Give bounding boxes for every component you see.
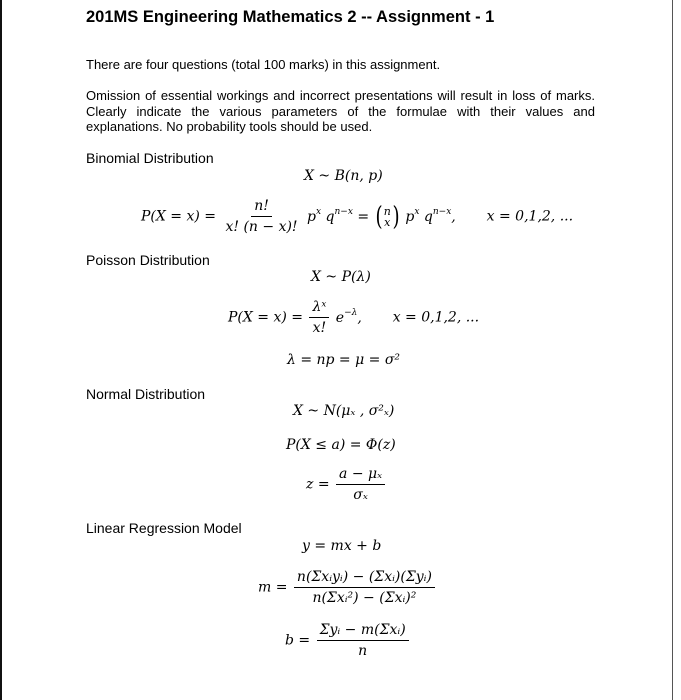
regression-b-denominator: n: [358, 643, 368, 659]
regression-b-fraction: [317, 622, 409, 659]
normal-z-denominator: σₓ: [353, 487, 368, 503]
section-normal: Normal Distribution: [86, 386, 206, 402]
binomial-distribution: X ~ B(n, p): [304, 168, 383, 184]
section-binomial: Binomial Distribution: [86, 150, 214, 166]
normal-z-numerator: a − μₓ: [336, 466, 385, 485]
normal-z-fraction: [336, 466, 385, 503]
page-title: 201MS Engineering Mathematics 2 -- Assignment - 1: [86, 8, 495, 26]
instructions-text: Omission of essential workings and incorrect presentations will result in loss of marks. Clearly indicate the various parameters of the formulae with their values and explanations. No probability tools should be used.: [86, 88, 595, 134]
normal-z-lhs: z =: [306, 476, 330, 493]
binomial-fraction: [222, 198, 300, 235]
poisson-lhs: P(X = x) =: [228, 309, 304, 326]
intro-text: There are four questions (total 100 marks) in this assignment.: [86, 57, 441, 72]
binomial-numerator: n!: [251, 198, 272, 217]
regression-slope: [258, 569, 437, 606]
regression-m-denominator: n(Σxᵢ²) − (Σxᵢ)²: [312, 590, 417, 606]
binomial-denominator: x! (n − x)!: [225, 219, 298, 235]
regression-b-numerator: Σyᵢ − m(Σxᵢ): [317, 622, 409, 641]
regression-m-lhs: m =: [258, 579, 288, 596]
poisson-pmf: P(X = x) = $\frac{\text{λˣ}}{x!}$ $e^{-\lambda}$, x = 0,1,2, ...: [228, 299, 480, 336]
left-border: [0, 0, 2, 700]
regression-intercept: [285, 622, 411, 659]
regression-m-numerator: n(Σxᵢyᵢ) − (Σxᵢ)(Σyᵢ): [294, 569, 435, 588]
regression-line: y = mx + b: [302, 538, 382, 554]
section-poisson: Poisson Distribution: [86, 252, 210, 268]
poisson-parameters: λ = np = μ = σ²: [287, 352, 401, 368]
regression-b-lhs: b =: [285, 632, 311, 649]
binomial-domain: x = 0,1,2, ...: [486, 208, 574, 225]
section-regression: Linear Regression Model: [86, 520, 242, 536]
binomial-pmf: P(X = x) = $\frac{n!}{x! (n - x)!}$ $p^x$ $q^{n-x}$ = ( n x ) $p^x$ $q^{n-x}$, x = 0,1,2, ...: [141, 198, 574, 235]
right-border: [672, 0, 673, 700]
poisson-denominator: x!: [312, 320, 327, 336]
normal-z-score: [306, 466, 387, 503]
normal-probability: P(X ≤ a) = Φ(z): [286, 437, 396, 453]
binomial-lhs: P(X = x) =: [141, 208, 217, 225]
poisson-domain: x = 0,1,2, ...: [392, 309, 480, 326]
regression-m-fraction: [294, 569, 435, 606]
poisson-distribution: X ~ P(λ): [311, 269, 371, 285]
normal-distribution: X ~ N(μₓ , σ²ₓ): [293, 403, 395, 419]
poisson-numerator: λˣ: [309, 299, 329, 318]
poisson-fraction: [309, 299, 329, 336]
